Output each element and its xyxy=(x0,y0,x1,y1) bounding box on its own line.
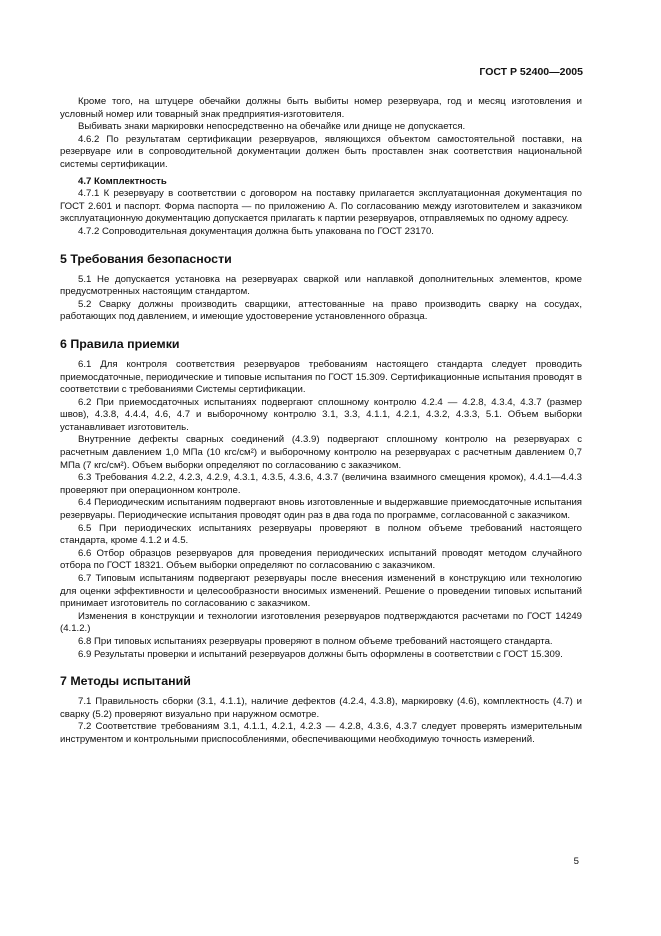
paragraph: Изменения в конструкции и технологии изготовления резервуаров подтверждаются расчетами по ГОСТ 14249 (4.1.2.) xyxy=(60,610,582,635)
page-number: 5 xyxy=(573,856,579,867)
document-id-header: ГОСТ Р 52400—2005 xyxy=(479,66,583,78)
paragraph: 6.9 Результаты проверки и испытаний резервуаров должны быть оформлены в соответствии с ГОСТ 15.309. xyxy=(78,648,563,660)
paragraph: Выбивать знаки маркировки непосредственно на обечайке или днище не допускается. xyxy=(78,121,466,133)
paragraph: 5.2 Сварку должны производить сварщики, аттестованные на право производить сварку на сосудах, работающих под давлением, и имеющие удостоверение установленного образца. xyxy=(60,298,582,323)
paragraph: 6.6 Отбор образцов резервуаров для проведения периодических испытаний проводят методом случайного отбора по ГОСТ 18321. Объем выборки определяют по согласованию с заказчиком. xyxy=(60,547,582,572)
paragraph: 6.3 Требования 4.2.2, 4.2.3, 4.2.9, 4.3.1, 4.3.5, 4.3.6, 4.3.7 (величина взаимного смещения кромок), 4.4.1—4.4.3 проверяют при операционном контроле. xyxy=(60,472,582,496)
paragraph: 7.1 Правильность сборки (3.1, 4.1.1), наличие дефектов (4.2.4, 4.3.8), маркировку (4.6), комплектность (4.7) и сварку (5.2) проверяют визуально при наружном осмотре. xyxy=(60,696,582,720)
section-heading-5: 5 Требования безопасности xyxy=(60,251,232,266)
paragraph: 6.4 Периодическим испытаниям подвергают вновь изготовленные и выдержавшие приемосдаточные испытания резервуары. Периодические испытания проводят один раз в два года по программе, согласованной с заказчиком. xyxy=(60,497,582,522)
paragraph: 6.5 При периодических испытаниях резервуары проверяют в полном объеме требований настоящего стандарта, кроме 4.1.2 и 4.5. xyxy=(60,522,582,547)
paragraph: 6.7 Типовым испытаниям подвергают резервуары после внесения изменений в конструкцию или технологию для оценки эффективности и целесообразности вносимых изменений. Решение о проведении типовых испытаний принимает изготовитель по согласованию с заказчиком. xyxy=(60,573,582,610)
subsection-heading-4-7: 4.7 Комплектность xyxy=(78,175,167,187)
paragraph: 5.1 Не допускается установка на резервуарах сваркой или наплавкой дополнительных элементов, кроме предусмотренных настоящим стандартом. xyxy=(60,273,582,298)
paragraph: 6.1 Для контроля соответствия резервуаров требованиям настоящего стандарта следует проводить приемосдаточные, периодические и типовые испытания по ГОСТ 15.309. Сертификационные испытания проводят в соответствии с требованиями Системы сертификации. xyxy=(60,358,582,396)
section-heading-7: 7 Методы испытаний xyxy=(60,674,191,689)
paragraph: 7.2 Соответствие требованиям 3.1, 4.1.1, 4.2.1, 4.2.3 — 4.2.8, 4.3.6, 4.3.7 следует проверять измерительным инструментом и контрольными приспособлениями, обеспечивающими необходимую точность измерений. xyxy=(60,721,582,745)
page-content xyxy=(60,96,582,747)
paragraph: 6.2 При приемосдаточных испытаниях подвергают сплошному контролю 4.2.4 — 4.2.8, 4.3.4, 4.3.7 (размер швов), 4.3.8, 4.4.4, 4.6, 4.7 и выборочному контролю 3.1, 3.3, 4.1.1, 4.2.1, 4.3.2, 4.3.3, 5.1. Объем выборки устанавливает изготовитель. xyxy=(60,396,582,433)
paragraph: 4.6.2 По результатам сертификации резервуаров, являющихся объектом самостоятельной поставки, на резервуаре или в сопроводительной документации должен быть проставлен знак соответствия национальной системы сертификации. xyxy=(60,133,582,170)
paragraph: 4.7.2 Сопроводительная документация должна быть упакована по ГОСТ 23170. xyxy=(78,225,434,237)
paragraph: Внутренние дефекты сварных соединений (4.3.9) подвергают сплошному контролю на резервуарах с расчетным давлением 1,0 МПа (10 кгс/см²) и выборочному контролю на резервуарах с расчетным давлением 0,7 МПа (7 кгс/см²). Объем выборки определяют по согласованию с заказчиком. xyxy=(60,434,582,471)
section-heading-6: 6 Правила приемки xyxy=(60,336,180,351)
paragraph: 4.7.1 К резервуару в соответствии с договором на поставку прилагается эксплуатационная документация по ГОСТ 2.601 и паспорт. Форма паспорта — по приложению А. По согласованию между изготовителем и заказчиком эксплуатационную документацию допускается прилагать к партии резервуаров, отправляемых по одному адресу. xyxy=(60,188,582,225)
paragraph: 6.8 При типовых испытаниях резервуары проверяют в полном объеме требований настоящего стандарта. xyxy=(78,635,553,647)
paragraph: Кроме того, на штуцере обечайки должны быть выбиты номер резервуара, год и месяц изготовления и условный номер или товарный знак предприятия-изготовителя. xyxy=(60,96,582,120)
